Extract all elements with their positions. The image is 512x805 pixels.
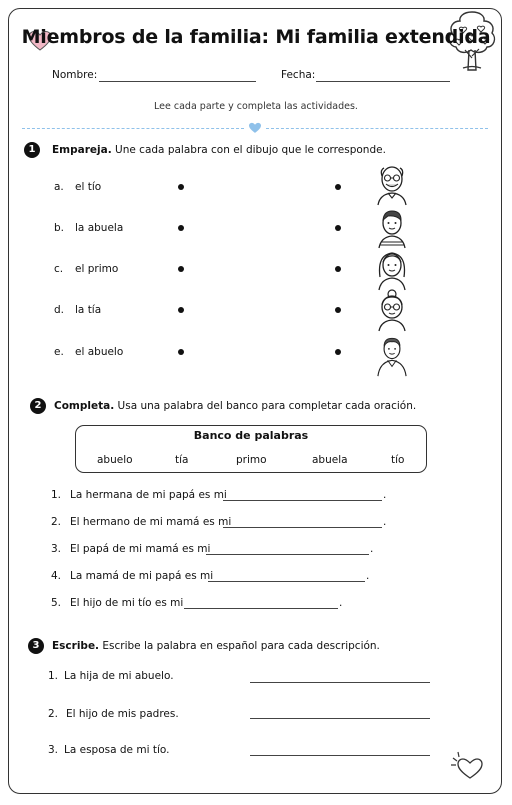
answer-blank[interactable] <box>223 527 382 528</box>
sentence-number: 2. <box>51 516 62 528</box>
sentence-end: . <box>383 489 387 501</box>
item-letter: c. <box>54 263 64 275</box>
divider-right <box>266 128 488 129</box>
item-letter: d. <box>54 304 65 316</box>
description-number: 1. <box>48 670 59 682</box>
word-bank <box>75 425 427 473</box>
right-dot[interactable] <box>335 307 341 313</box>
section-1-text: Une cada palabra con el dibujo que le corresponde. <box>115 144 386 156</box>
section-2-title: Completa. <box>54 400 115 412</box>
item-letter: e. <box>54 346 64 358</box>
section-2-text: Usa una palabra del banco para completar cada oración. <box>117 400 417 412</box>
item-word: la tía <box>75 304 102 316</box>
description-text: La hija de mi abuelo. <box>64 670 174 682</box>
date-field[interactable] <box>316 81 450 82</box>
man-face-icon <box>372 333 412 377</box>
sentence-number: 3. <box>51 543 62 555</box>
grandmother-with-glasses-icon <box>372 288 412 332</box>
bank-word: tía <box>175 454 189 466</box>
right-dot[interactable] <box>335 266 341 272</box>
sentence-number: 5. <box>51 597 62 609</box>
answer-blank[interactable] <box>184 608 338 609</box>
sentence-end: . <box>383 516 387 528</box>
sentence-text: El hijo de mi tío es mi <box>70 597 184 609</box>
answer-blank[interactable] <box>250 755 430 756</box>
bank-word: tío <box>391 454 405 466</box>
left-dot[interactable] <box>178 184 184 190</box>
description-number: 2. <box>48 708 59 720</box>
instructions: Lee cada parte y completa las actividades. <box>154 101 358 112</box>
heart-sparkle-icon <box>448 748 488 782</box>
bank-word: abuelo <box>97 454 133 466</box>
item-letter: b. <box>54 222 65 234</box>
section-1-heading <box>52 144 386 156</box>
right-dot[interactable] <box>335 184 341 190</box>
left-dot[interactable] <box>178 225 184 231</box>
description-text: El hijo de mis padres. <box>66 708 179 720</box>
divider-left <box>22 128 244 129</box>
sentence-end: . <box>366 570 370 582</box>
word-bank-title: Banco de palabras <box>193 429 309 442</box>
bank-word: primo <box>236 454 267 466</box>
left-dot[interactable] <box>178 307 184 313</box>
answer-blank[interactable] <box>250 718 430 719</box>
left-dot[interactable] <box>178 349 184 355</box>
sentence-end: . <box>339 597 343 609</box>
section-2-heading <box>54 400 416 412</box>
item-letter: a. <box>54 181 64 193</box>
right-dot[interactable] <box>335 349 341 355</box>
page-title: Miembros de la familia: Mi familia extendida <box>21 26 491 48</box>
section-1-number: 1 <box>24 142 40 158</box>
section-3-title: Escribe. <box>52 640 100 652</box>
answer-blank[interactable] <box>206 554 369 555</box>
grandfather-with-glasses-icon <box>372 162 412 206</box>
answer-blank[interactable] <box>223 500 382 501</box>
sentence-number: 4. <box>51 570 62 582</box>
description-number: 3. <box>48 744 59 756</box>
date-label: Fecha: <box>281 69 316 81</box>
sentence-end: . <box>370 543 374 555</box>
section-1-title: Empareja. <box>52 144 112 156</box>
section-2-number: 2 <box>30 398 46 414</box>
name-field[interactable] <box>99 81 256 82</box>
item-word: el tío <box>75 181 102 193</box>
section-3-number: 3 <box>28 638 44 654</box>
sentence-text: La hermana de mi papá es mi <box>70 489 227 501</box>
name-label: Nombre: <box>52 69 98 81</box>
sentence-text: La mamá de mi papá es mi <box>70 570 214 582</box>
item-word: el primo <box>75 263 119 275</box>
sentence-text: El hermano de mi mamá es mi <box>70 516 232 528</box>
left-dot[interactable] <box>178 266 184 272</box>
description-text: La esposa de mi tío. <box>64 744 170 756</box>
section-3-heading <box>52 640 380 652</box>
blue-heart-icon <box>248 122 262 134</box>
item-word: el abuelo <box>75 346 124 358</box>
item-word: la abuela <box>75 222 124 234</box>
answer-blank[interactable] <box>208 581 365 582</box>
sentence-number: 1. <box>51 489 62 501</box>
bank-word: abuela <box>312 454 348 466</box>
answer-blank[interactable] <box>250 682 430 683</box>
section-3-text: Escribe la palabra en español para cada descripción. <box>102 640 380 652</box>
woman-face-icon <box>372 247 412 291</box>
sentence-text: El papá de mi mamá es mi <box>70 543 211 555</box>
right-dot[interactable] <box>335 225 341 231</box>
boy-face-icon <box>372 205 412 249</box>
